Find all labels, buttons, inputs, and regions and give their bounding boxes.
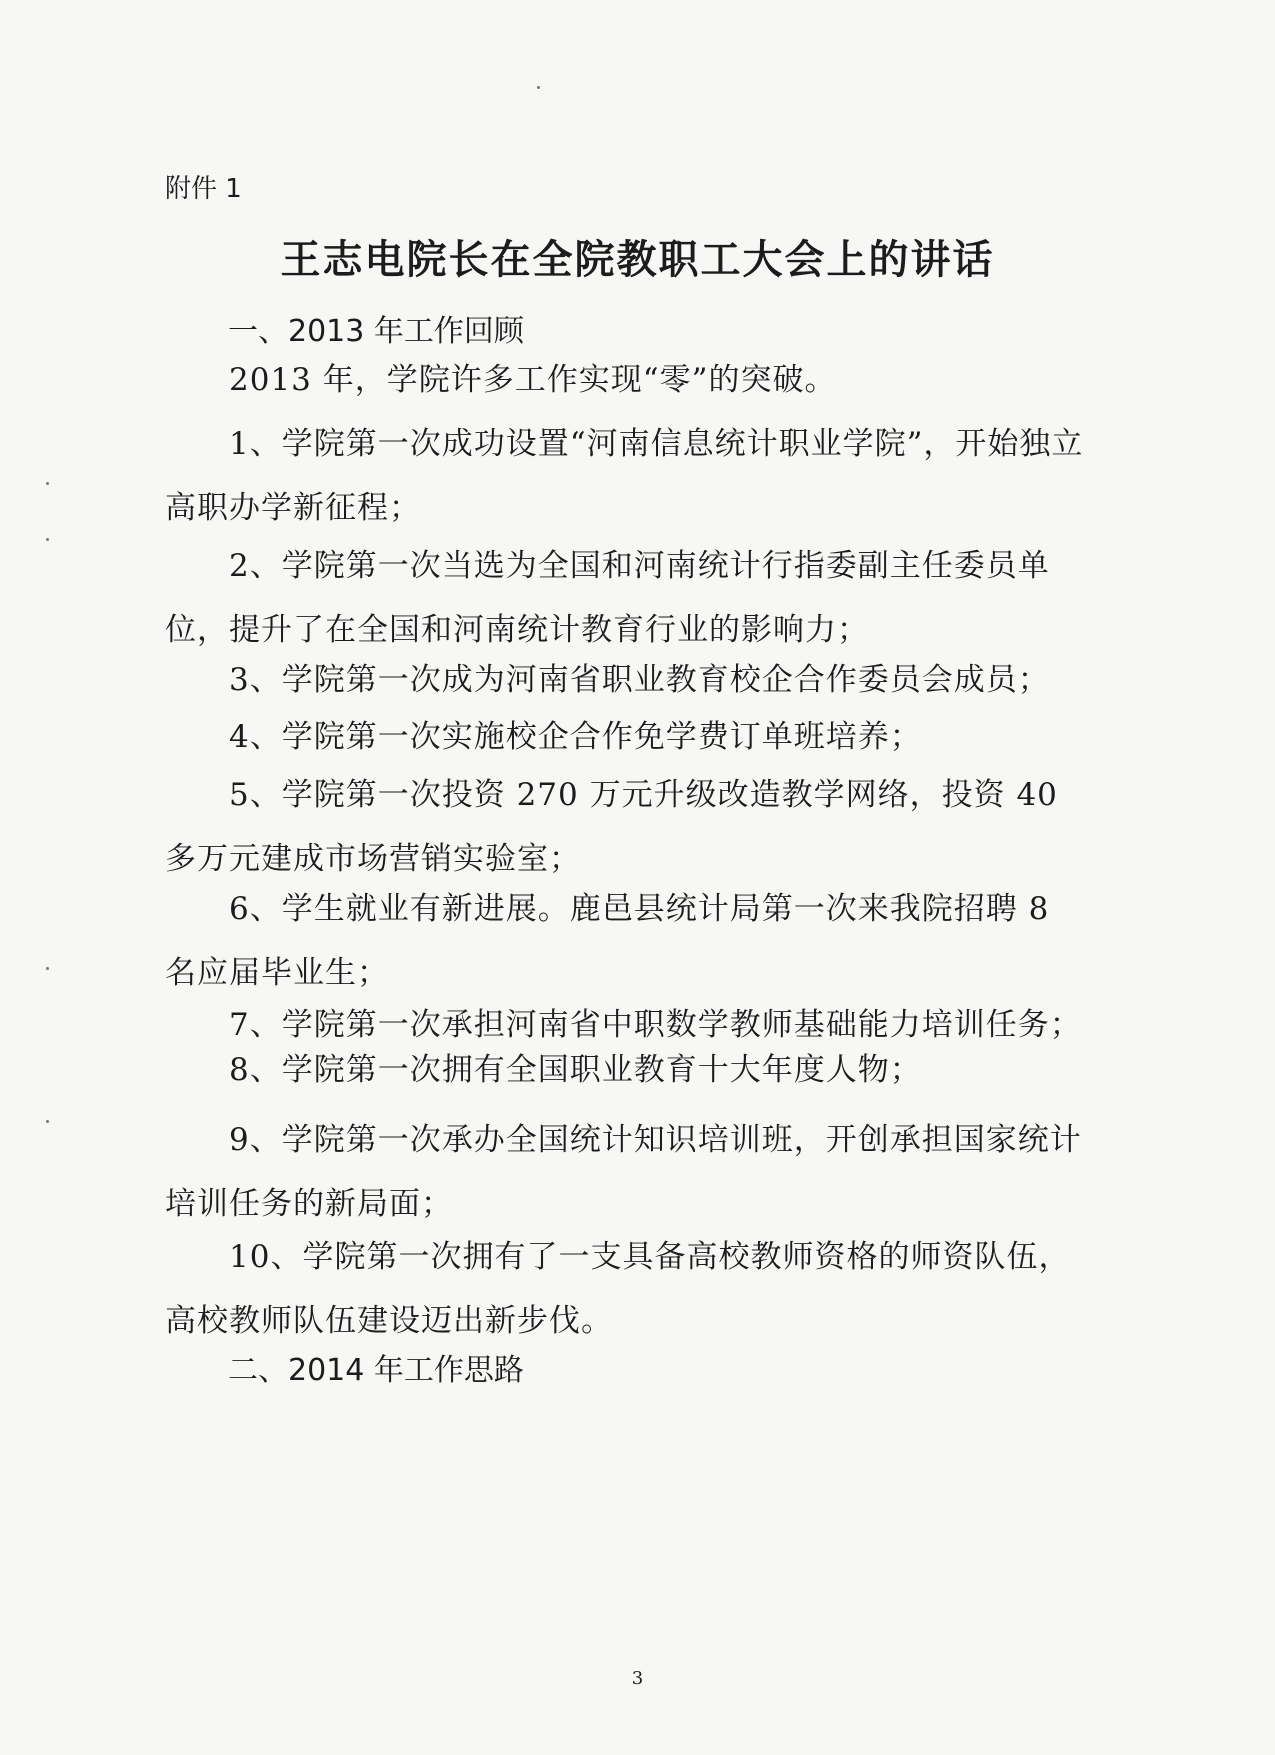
section-heading: 一、2013 年工作回顾 <box>228 314 524 349</box>
attachment-label: 附件 1 <box>165 174 242 204</box>
scan-speck <box>46 967 49 970</box>
list-item: 4、学院第一次实施校企合作免学费订单班培养； <box>229 719 922 755</box>
scan-speck <box>46 1120 49 1123</box>
page-title: 王志电院长在全院教职工大会上的讲话 <box>280 237 995 283</box>
list-item: 6、学生就业有新进展。鹿邑县统计局第一次来我院招聘 8 名应届毕业生； <box>165 891 1050 991</box>
list-item: 3、学院第一次成为河南省职业教育校企合作委员会成员； <box>229 662 1050 698</box>
list-item: 5、学院第一次投资 270 万元升级改造教学网络，投资 40 多万元建成市场营销实验室； <box>165 777 1058 877</box>
page-number: 3 <box>631 1668 644 1689</box>
list-item: 9、学院第一次承办全国统计知识培训班，开创承担国家统计培训任务的新局面； <box>165 1122 1082 1222</box>
list-item: 1、学院第一次成功设置“河南信息统计职业学院”，开始独立高职办学新征程； <box>165 426 1084 526</box>
section-heading: 二、2014 年工作思路 <box>228 1353 524 1388</box>
scan-speck <box>46 538 49 541</box>
scan-speck <box>537 86 540 89</box>
list-item: 7、学院第一次承担河南省中职数学教师基础能力培训任务； <box>229 1007 1082 1043</box>
list-item: 10、学院第一次拥有了一支具备高校教师资格的师资队伍，高校教师队伍建设迈出新步伐。 <box>165 1239 1071 1339</box>
list-item: 2、学院第一次当选为全国和河南统计行指委副主任委员单位，提升了在全国和河南统计教育行业的影响力； <box>165 548 1050 648</box>
list-item: 8、学院第一次拥有全国职业教育十大年度人物； <box>229 1052 922 1088</box>
intro-paragraph: 2013 年，学院许多工作实现“零”的突破。 <box>229 362 837 398</box>
scan-speck <box>46 482 49 485</box>
